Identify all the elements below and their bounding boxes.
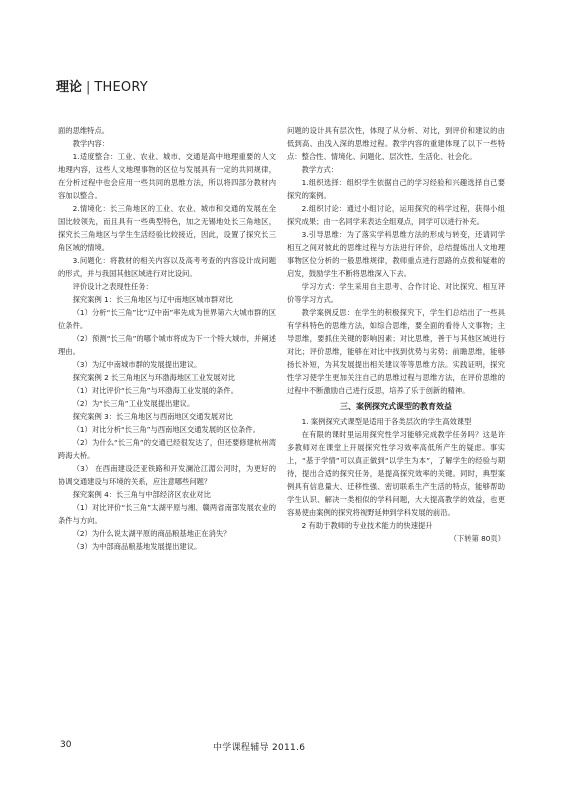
paragraph: （3）为中部商品粮基地发展提出建议。 [72, 542, 202, 551]
paragraph: 探究案例 1：长三角地区与辽中南地区城市群对比 [72, 295, 233, 304]
paragraph: 2.情境化：长三角地区的工业、农业、城市和交通的发展在全国比较领先，而且具有一些典型特色，加之无锡地处长三角地区，探究长三角地区与学生生活经验比较接近，因此，设置了探究长三角区域的情境。 [58, 204, 276, 252]
paragraph: 1. 案例探究式课型是适用于各类层次的学生高效课型 [301, 417, 472, 426]
paragraph: （2）为“长三角”工业发展提出建议。 [72, 399, 195, 408]
header-separator: | [86, 80, 91, 95]
paragraph: 教学案例反思：在学生的积极探究下，学生们总结出了一些具有学科特色的思维方法，如综合思维，要全面的看待人文事物；主导思维，要抓住关键的影响因素；对比思维，善于与其他区域进行对比；评价思维，能够在对比中找到优势与劣势；前瞻思维，能够扬长补短，为其发展提出相关建议等等思维方法。实践证明，探究性学习使学生更加关注自己的思维过程与思维方法，在评价思维的过程中不断激励自己进行反思，培养了乐于创新的精神。 [287, 308, 505, 395]
paragraph: 1.适度整合：工业、农业、城市、交通是高中地理重要的人文地理内容，这些人文地理事物的区位与发展具有一定的共同规律，在分析过程中也会应用一些共同的思维方法，所以将四部分教材内容加以整合。 [58, 152, 276, 200]
section-title-zh: 理论 [56, 80, 83, 95]
paragraph: （3）为辽中南城市群的发展提出建议。 [72, 360, 202, 369]
page-number: 30 [60, 740, 72, 750]
paragraph: 评价设计之表现性任务： [72, 282, 153, 291]
paragraph: 在有限的课时里运用探究性学习能够完成教学任务吗？这是许多教师对在课堂上开展探究性学习效率高低所产生的疑虑。事实上，“基于学情”可以真正做到“以学生为本”，了解学生的经验与期待，提出合适的探究任务，是提高探究效率的关键。同时，典型案例具有信息量大、迁移性强、密切联系生产生活的特点，能够帮助学生认识、解决一类相似的学科问题，大大提高教学的效益，也更容易使由案例的探究将视野延伸到学科发展的前沿。 [287, 430, 505, 517]
paragraph: （2）为什么说太湖平原的商品粮基地正在消失？ [72, 529, 231, 538]
continued-note: （下转第 80页） [449, 534, 505, 543]
paragraph: （1）对比评价“长三角”与环渤海工业发展的条件。 [72, 386, 239, 395]
paragraph: （2）预测“长三角”的哪个城市将成为下一个特大城市，并阐述理由。 [58, 334, 276, 356]
paragraph: 3.问题化：将教材的相关内容以及高考考查的内容设计成问题的形式，并与我国其他区域进行对比设问。 [58, 256, 276, 278]
section-heading: 三、案例探究式课型的教育效益 [340, 402, 452, 411]
paragraph: 教学内容： [72, 139, 110, 148]
paragraph: 2 有助于教师的专业技术能力的快速提升 [301, 521, 433, 530]
paragraph: 探究案例 3：长三角地区与西南地区交通发展对比 [72, 412, 233, 421]
paragraph: 探究案例 4：长三角与中部经济区农业对比 [72, 490, 211, 499]
paragraph: （2）为什么“长三角”的交通已经很发达了，但还要修建杭州湾跨海大桥。 [58, 438, 276, 460]
paragraph: 探究案例 2 长三角地区与环渤海地区工业发展对比 [72, 373, 236, 382]
paragraph: 1.组织选择：组织学生依据自己的学习经验和兴趣选择自己要探究的案例。 [287, 178, 505, 200]
paragraph: 2.组织讨论：通过小组讨论，运用探究的科学过程，获得小组探究成果；由一名同学来表达全组观点，同学可以进行补充。 [287, 204, 505, 226]
paragraph: （1）分析“长三角”比“辽中南”率先成为世界第六大城市群的区位条件。 [58, 308, 276, 330]
paragraph: （1）对比分析“长三角”与西南地区交通发展的区位条件。 [72, 425, 260, 434]
right-text-column [287, 124, 505, 545]
paragraph: 面的思维特点。 [58, 126, 110, 135]
section-header [56, 80, 148, 96]
paragraph: 3.引导思维：为了落实学科思维方法的形成与转变，还请同学相互之间对彼此的思维过程与方法进行评价，总结提炼出人文地理事物区位分析的一般思维规律，教师重点进行思路的点拨和疑难的启发，鼓励学生不断将思维深入下去。 [287, 230, 505, 278]
section-title-en: THEORY [94, 80, 148, 95]
paragraph: 教学方式： [301, 165, 339, 174]
left-text-column [58, 124, 276, 553]
paragraph: 学习方式：学生采用自主思考、合作讨论、对比探究、相互评价等学习方式。 [287, 282, 505, 304]
paragraph: 问题的设计具有层次性，体现了从分析、对比，到评价和建议的由低到高、由浅入深的思维过程。教学内容的重建体现了以下一些特点：整合性、情境化、问题化、层次性、生活化、社会化。 [287, 126, 505, 161]
journal-name: 中学课程辅导 2011.6 [213, 743, 306, 753]
paragraph: （1）对比评价“长三角”太湖平原与湘、赣两省南部发展农业的条件与方向。 [58, 503, 276, 525]
paragraph: （3） 在西南建设泛亚铁路和开发澜沧江湄公河时，为更好的协调交通建设与环境的关系，应注意哪些问题？ [58, 464, 276, 486]
